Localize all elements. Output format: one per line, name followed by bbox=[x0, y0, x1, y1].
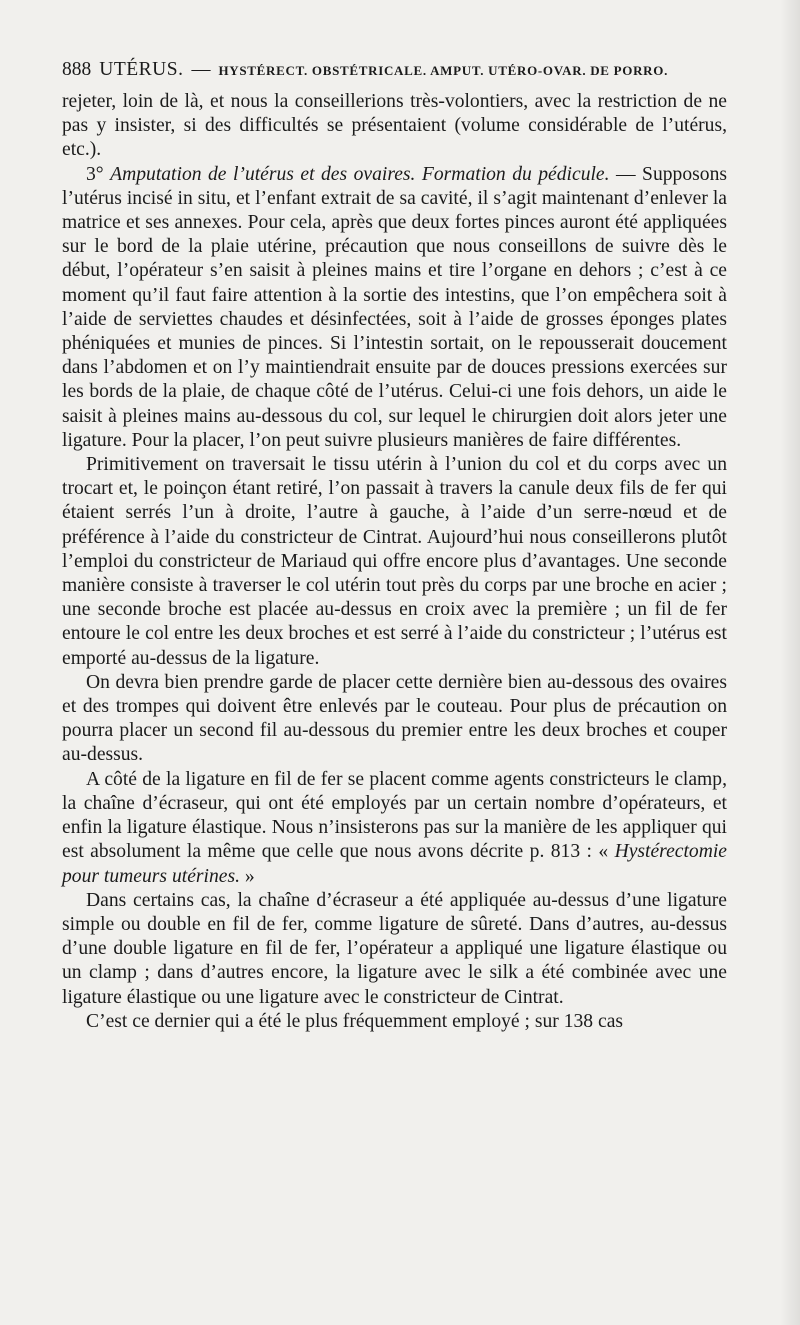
page-edge-shadow bbox=[780, 0, 800, 1325]
paragraph-text: A côté de la ligature en fil de fer se placent comme agents constricteurs le clamp, la chaîne d’écraseur, qui ont été employés par un certain nombre d’opérateurs, et enfin la ligature élastique. Nous n’insisterons pas sur la manière de les appliquer qui est absolument la même que celle que nous avons décrite p. 813 : « bbox=[62, 768, 727, 863]
paragraph-continuation: rejeter, loin de là, et nous la conseillerions très-volontiers, avec la restriction de ne pas y insister, si des difficultés se présentaient (volume considérable de l’utérus, etc.). bbox=[62, 91, 727, 161]
page-number: 888 bbox=[62, 59, 92, 80]
paragraph-constricteurs bbox=[62, 768, 727, 889]
section-number: 3° bbox=[86, 163, 104, 185]
paragraph-last: C’est ce dernier qui a été le plus fréquemment employé ; sur 138 cas bbox=[86, 1010, 624, 1032]
quote-close: » bbox=[239, 865, 255, 887]
header-dash: — bbox=[191, 59, 211, 80]
section-title: UTÉRUS. bbox=[99, 59, 184, 80]
paragraph-precaution: On devra bien prendre garde de placer cette dernière bien au-dessous des ovaires et des trompes qui doivent être enlevés par le couteau. Pour plus de précaution on pourra placer un second fil au-dessous du premier entre les deux broches et couper au-dessus. bbox=[62, 671, 727, 766]
quoted-reference: Hystérectomie pour tumeurs utérines. bbox=[62, 841, 727, 887]
section-heading: Amputation de l’utérus et des ovaires. Formation du pédicule. bbox=[110, 163, 610, 185]
paragraph-cas: Dans certains cas, la chaîne d’écraseur a été appliquée au-dessus d’une ligature simple ou double en fil de fer, comme ligature de sûreté. Dans d’autres, au-dessus d’une double ligature en fil de fer, l’opérateur a appliqué une ligature élastique ou un clamp ; dans d’autres encore, la ligature avec le silk a été combinée avec une ligature élastique ou une ligature avec le constricteur de Cintrat. bbox=[62, 889, 727, 1008]
page-body bbox=[62, 90, 727, 1034]
paragraph-amputation bbox=[62, 163, 727, 453]
running-header bbox=[62, 58, 742, 83]
paragraph-primitivement: Primitivement on traversait le tissu utérin à l’union du col et du corps avec un trocart et, le poinçon étant retiré, l’on passait à travers la canule deux fils de fer qui étaient serrés l’un à droite, l’autre à gauche, à l’aide d’un serre-nœud et de préférence à l’aide du constricteur de Cintrat. Aujourd’hui nous conseillerons plutôt l’emploi du constricteur de Mariaud qui offre encore plus d’avantages. Une seconde manière consiste à traverser le col utérin tout près du corps par une broche en acier ; une seconde broche est placée au-dessus en croix avec la première ; un fil de fer entoure le col entre les deux broches et est serré à l’aide du constricteur ; l’utérus est emporté au-dessus de la ligature. bbox=[62, 454, 727, 669]
paragraph-text: — Supposons l’utérus incisé in situ, et l’enfant extrait de sa cavité, il s’agit maintenant d’enlever la matrice et ses annexes. Pour cela, après que deux fortes pinces auront été appliquées sur le bord de la plaie utérine, précaution que nous conseillons de suivre dès le début, l’opérateur s’en saisit à pleines mains et tire l’organe en dehors ; c’est à ce moment qu’il faut faire attention à la sortie des intestins, que l’on empêchera soit à l’aide de serviettes chaudes et désinfectées, soit à l’aide de grosses éponges plates phéniquées et munies de pinces. Si l’intestin sortait, on le repousserait doucement dans l’abdomen et on l’y maintiendrait ensuite par de douces pressions exercées sur les bords de la plaie, de chaque côté de l’utérus. Celui-ci une fois dehors, un aide le saisit à pleines mains au-dessous du col, sur lequel le chirurgien doit alors jeter une ligature. Pour la placer, l’on peut suivre plusieurs manières de faire différentes. bbox=[62, 163, 727, 451]
running-title: HYSTÉRECT. OBSTÉTRICALE. AMPUT. UTÉRO-OVAR. DE PORRO. bbox=[218, 63, 669, 78]
